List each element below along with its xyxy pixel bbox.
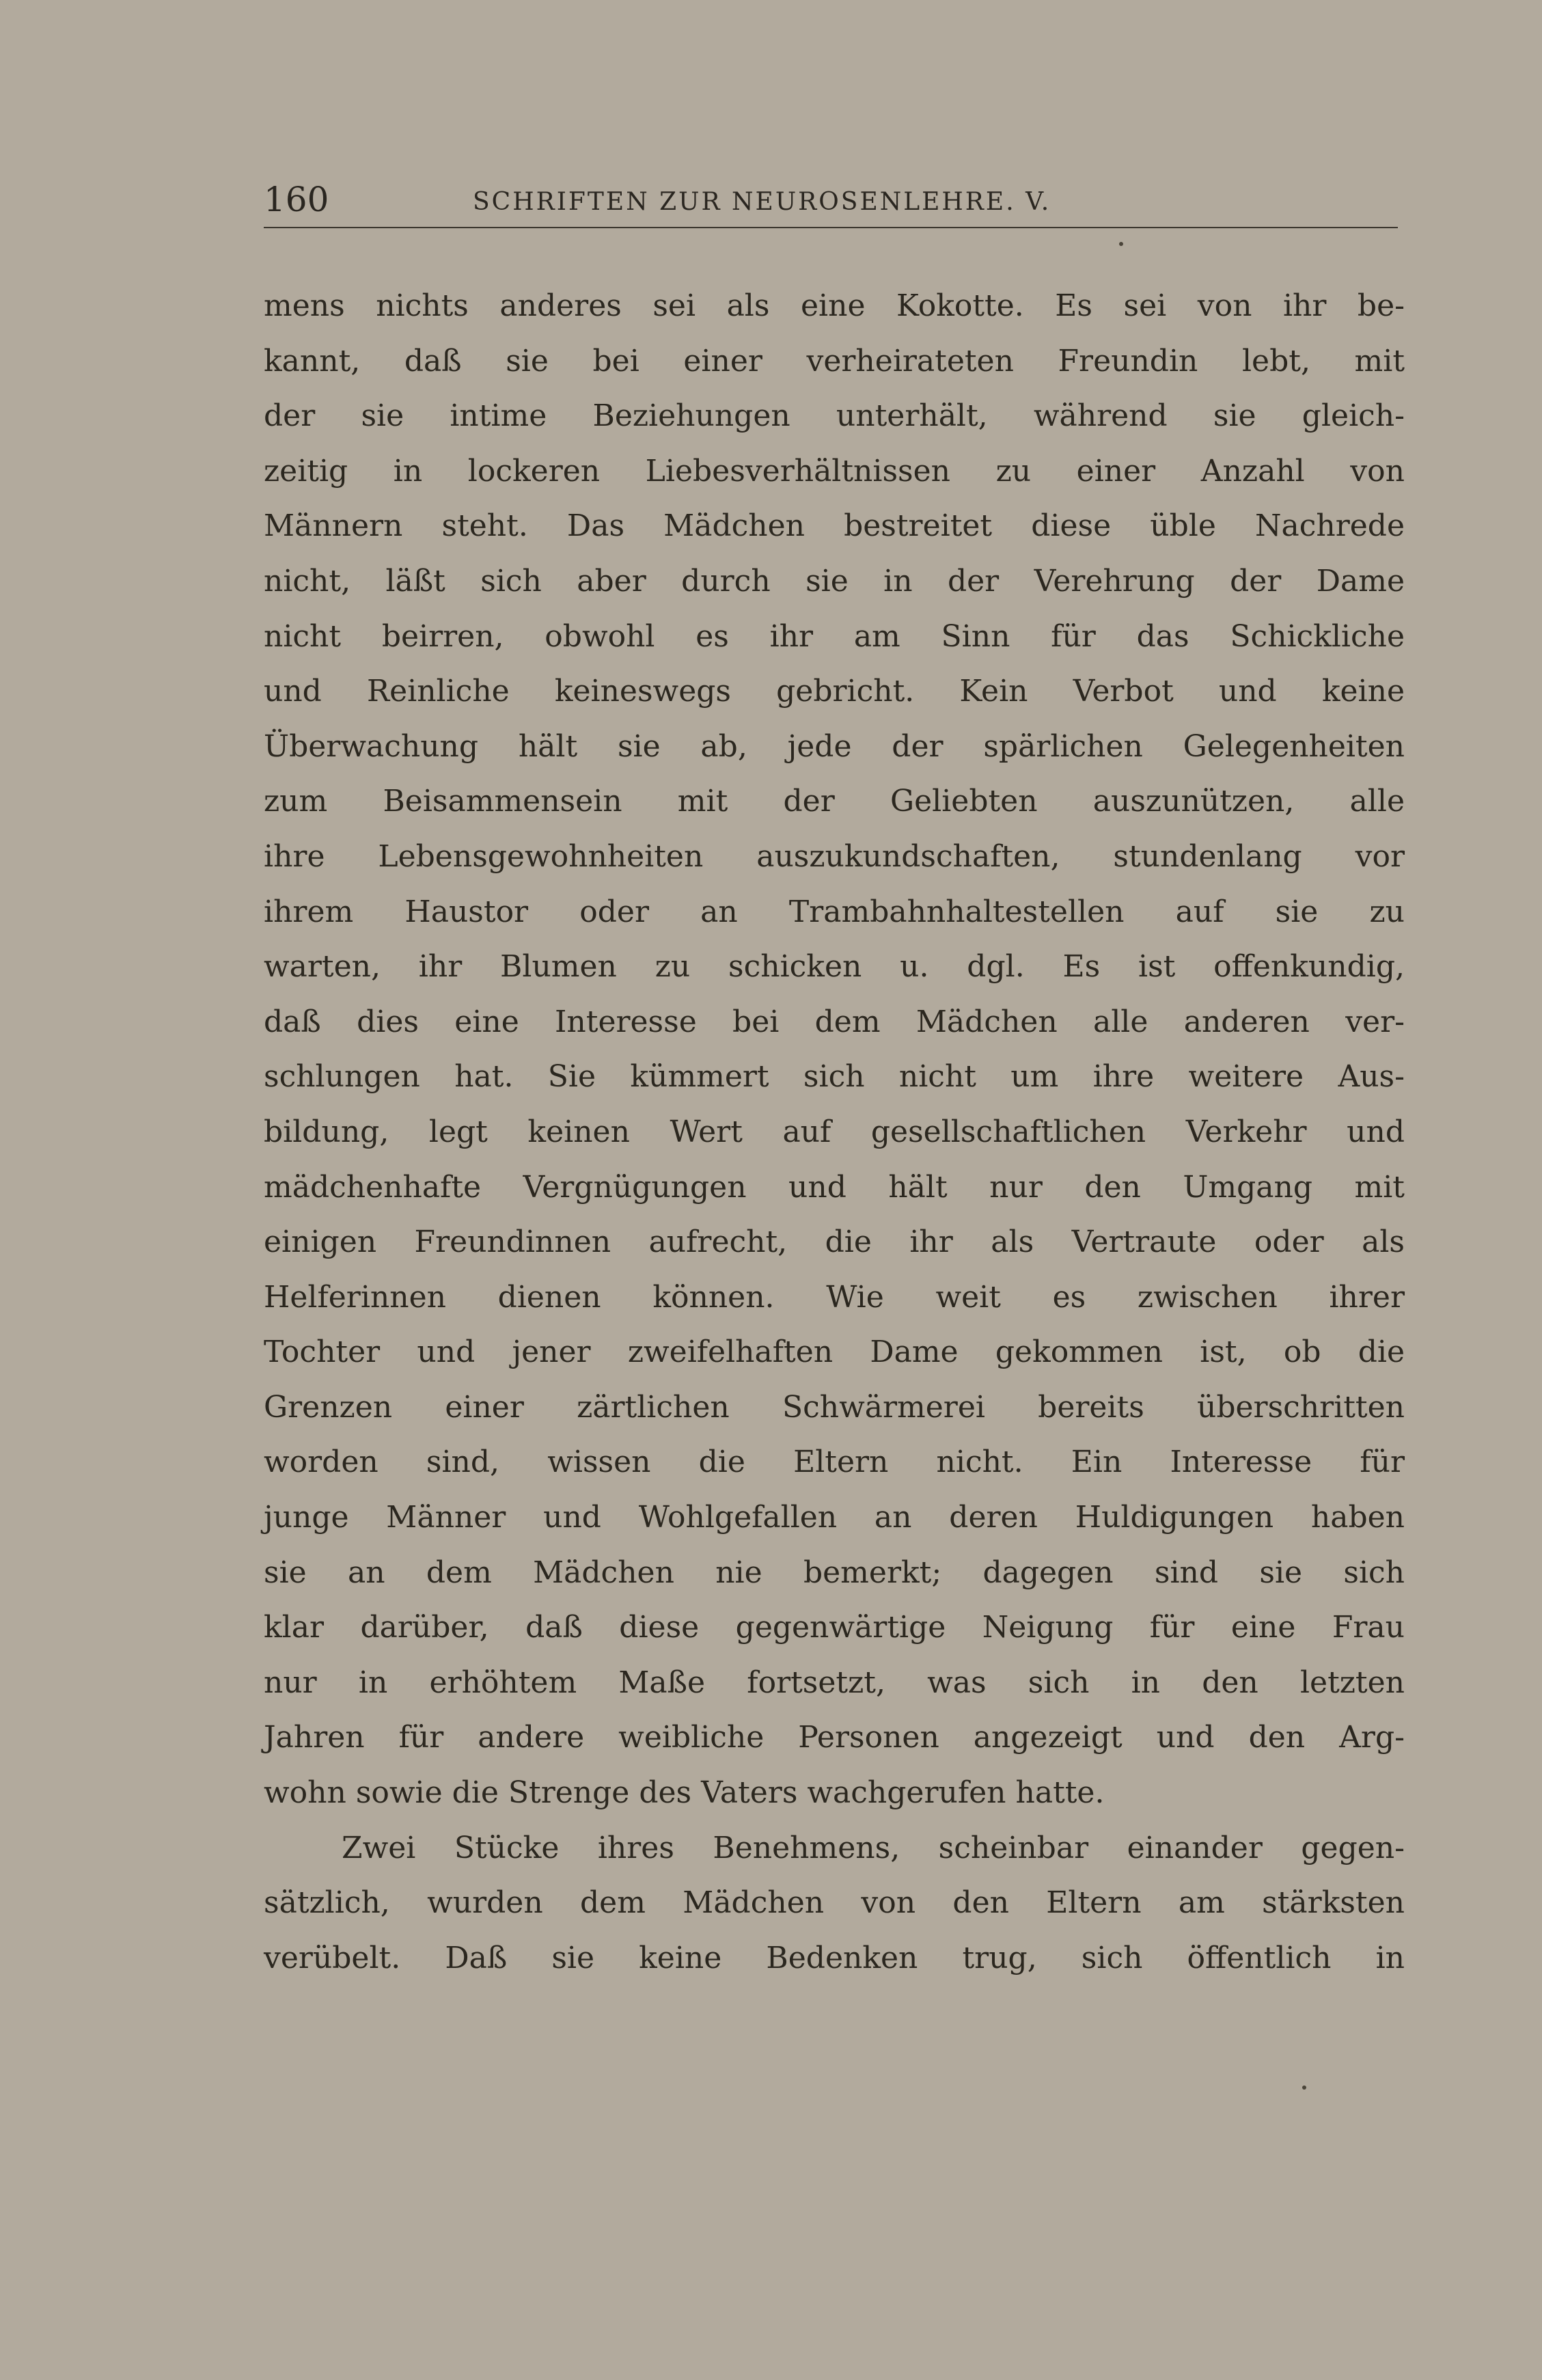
text-line: daß dies eine Interesse bei dem Mädchen alle anderen ver- [264,1004,1405,1039]
body-text [264,279,1405,1986]
text-line: kannt, daß sie bei einer verheirateten Freundin lebt, mit [264,343,1405,379]
text-line: Tochter und jener zweifelhaften Dame gekommen ist, ob die [264,1335,1405,1370]
text-line: Helferinnen dienen können. Wie weit es zwischen ihrer [264,1279,1405,1315]
text-line: wohn sowie die Strenge des Vaters wachgerufen hatte. [264,1775,1105,1811]
paper-speck [1119,242,1123,246]
text-line: mädchenhafte Vergnügungen und hält nur den Umgang mit [264,1169,1405,1205]
text-line: Überwachung hält sie ab, jede der spärlichen Gelegenheiten [264,728,1405,764]
text-line: mens nichts anderes sei als eine Kokotte. Es sei von ihr be- [264,288,1405,323]
text-line: nicht, läßt sich aber durch sie in der Verehrung der Dame [264,563,1405,599]
text-line: sätzlich, wurden dem Mädchen von den Eltern am stärksten [264,1885,1405,1921]
text-line: ihrem Haustor oder an Trambahnhaltestellen auf sie zu [264,894,1405,929]
text-line: einigen Freundinnen aufrecht, die ihr als Vertraute oder als [264,1225,1405,1260]
text-line: der sie intime Beziehungen unterhält, während sie gleich- [264,398,1405,434]
text-line: Grenzen einer zärtlichen Schwärmerei bereits überschritten [264,1389,1405,1425]
text-line: zeitig in lockeren Liebesverhältnissen zu einer Anzahl von [264,453,1405,489]
text-line: ihre Lebensgewohnheiten auszukundschaften, stundenlang vor [264,838,1405,874]
text-line: klar darüber, daß diese gegenwärtige Neigung für eine Frau [264,1610,1405,1645]
text-line: sie an dem Mädchen nie bemerkt; dagegen sind sie sich [264,1555,1405,1590]
running-head: SCHRIFTEN ZUR NEUROSENLEHRE. V. [473,188,1051,216]
header-rule [264,227,1398,228]
text-line: nur in erhöhtem Maße fortsetzt, was sich in den letzten [264,1665,1405,1700]
paper-speck [1302,2085,1306,2090]
text-line: warten, ihr Blumen zu schicken u. dgl. Es ist offenkundig, [264,949,1405,985]
text-line: junge Männer und Wohlgefallen an deren Huldigungen haben [264,1500,1405,1535]
text-line: verübelt. Daß sie keine Bedenken trug, sich öffentlich in [264,1940,1405,1975]
text-line: bildung, legt keinen Wert auf gesellschaftlichen Verkehr und [264,1114,1405,1149]
text-line: Männern steht. Das Mädchen bestreitet diese üble Nachrede [264,508,1405,544]
text-line: Jahren für andere weibliche Personen angezeigt und den Arg- [264,1720,1405,1755]
text-line: Zwei Stücke ihres Benehmens, scheinbar einander gegen- [342,1830,1405,1865]
text-line: nicht beirren, obwohl es ihr am Sinn für das Schickliche [264,618,1405,654]
page-number: 160 [264,180,329,219]
text-line: und Reinliche keineswegs gebricht. Kein Verbot und keine [264,674,1405,709]
text-line: worden sind, wissen die Eltern nicht. Ein Interesse für [264,1445,1405,1480]
text-line: schlungen hat. Sie kümmert sich nicht um ihre weitere Aus- [264,1059,1405,1095]
page-header [264,179,1402,228]
text-line: zum Beisammensein mit der Geliebten auszunützen, alle [264,784,1405,819]
